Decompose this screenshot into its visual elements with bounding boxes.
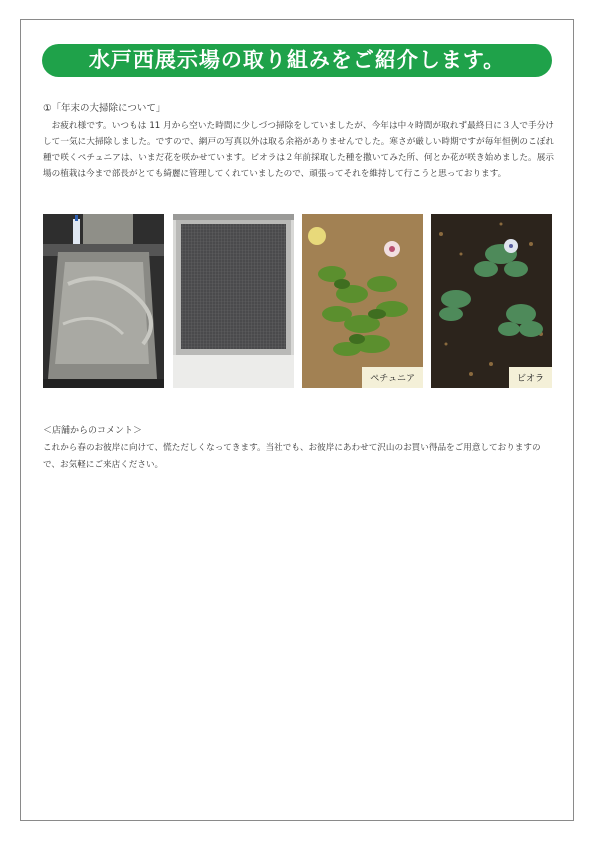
- page-title: 水戸西展示場の取り組みをご紹介します。: [42, 44, 552, 77]
- photo-caption-viola: ビオラ: [509, 367, 552, 388]
- comment-body: これから春のお彼岸に向けて、慌ただしくなってきます。当社でも、お彼岸にあわせて沢山のお買い得品をご用意しておりますので、お気軽にご来店ください。: [43, 443, 541, 470]
- comment-heading: ＜店舗からのコメント＞: [43, 426, 143, 436]
- section-body: お疲れ様です。いつもは 11 月から空いた時間に少しづつ掃除をしていましたが、今年は中々時間が取れず最終日に３人で手分けして一気に大掃除しました。ですので、網戸の写真以外は取る余裕がありませんでした。寒さが厳しい時期ですが毎年恒例のこぼれ種で咲くペチュニアは、いまだ花を咲かせています。ビオラは２年前採取した種を撒いてみた所、何とか花が咲き始めました。展示場の植栽は今まで部長がとても綺麗に管理してくれていましたので、頑張ってそれを維持して行こうと思っております。: [43, 121, 554, 179]
- section-heading: ①「年末の大掃除について」: [43, 103, 166, 114]
- photo-stone: [43, 214, 164, 388]
- photo-petunia: [302, 214, 423, 388]
- photo-caption-petunia: ペチュニア: [362, 367, 423, 388]
- photo-screen: [173, 214, 294, 388]
- photo-viola: [431, 214, 552, 388]
